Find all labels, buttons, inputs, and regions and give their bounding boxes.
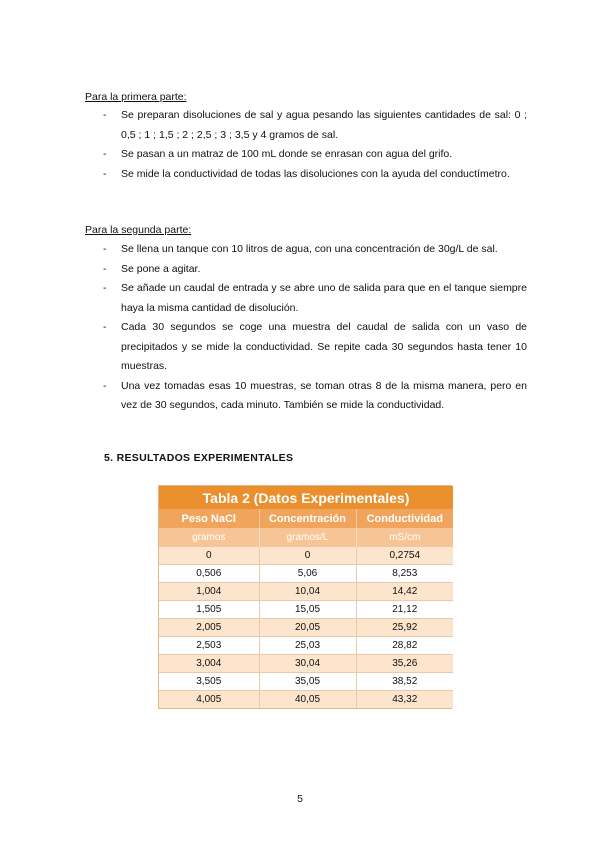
table-cell: 3,505 <box>159 673 259 691</box>
bullet-dash: - <box>103 243 107 255</box>
column-header: Peso NaCl <box>159 509 259 528</box>
bullet-dash: - <box>103 109 107 121</box>
table-cell: 0 <box>159 547 259 565</box>
table-cell: 25,92 <box>356 619 453 637</box>
table-row <box>159 619 453 637</box>
table-cell: 1,004 <box>159 583 259 601</box>
part1-heading: Para la primera parte: <box>85 91 187 103</box>
part2-heading: Para la segunda parte: <box>85 224 192 236</box>
list-item <box>103 279 527 318</box>
list-item <box>103 260 527 280</box>
column-unit: gramos <box>159 528 259 547</box>
table-row <box>159 565 453 583</box>
bullet-dash: - <box>103 379 107 392</box>
table-cell: 35,26 <box>356 655 453 673</box>
list-item-text: Una vez tomadas esas 10 muestras, se toman otras 8 de la misma manera, pero en vez de 30 segundos, cada minuto. También se mide la conductividad. <box>121 379 527 411</box>
table-cell: 0 <box>259 547 356 565</box>
table-header-row <box>159 509 453 528</box>
table-cell: 8,253 <box>356 565 453 583</box>
table-row <box>159 655 453 673</box>
table-row <box>159 601 453 619</box>
column-unit: mS/cm <box>356 528 453 547</box>
table-row <box>159 547 453 565</box>
table-cell: 10,04 <box>259 583 356 601</box>
table-cell: 35,05 <box>259 673 356 691</box>
column-unit: gramos/L <box>259 528 356 547</box>
table-cell: 15,05 <box>259 601 356 619</box>
list-item-text: Cada 30 segundos se coge una muestra del caudal de salida con un vaso de precipitados y se mide la conductividad. Se repite cada 30 segundos hasta tener 10 muestras. <box>121 321 527 372</box>
table-cell: 5,06 <box>259 565 356 583</box>
bullet-dash: - <box>103 282 107 294</box>
list-item <box>103 240 527 260</box>
table-cell: 0,506 <box>159 565 259 583</box>
table-row <box>159 691 453 709</box>
list-item-text: Se pone a agitar. <box>121 262 201 275</box>
table-cell: 0,2754 <box>356 547 453 565</box>
table-cell: 2,005 <box>159 619 259 637</box>
table-title-row <box>159 486 453 509</box>
page-number: 5 <box>297 793 303 805</box>
table-cell: 40,05 <box>259 691 356 709</box>
table-cell: 1,505 <box>159 601 259 619</box>
table-cell: 2,503 <box>159 637 259 655</box>
bullet-dash: - <box>103 167 107 180</box>
list-item-text: Se añade un caudal de entrada y se abre uno de salida para que en el tanque siempre haya la misma cantidad de disolución. <box>121 282 527 314</box>
column-header: Concentración <box>259 509 356 528</box>
list-item-text: Se mide la conductividad de todas las disoluciones con la ayuda del conductímetro. <box>121 167 510 180</box>
table-row <box>159 673 453 691</box>
data-table-container <box>158 485 452 709</box>
table-row <box>159 637 453 655</box>
list-item <box>103 106 527 145</box>
part2-list <box>103 240 527 416</box>
list-item <box>103 377 527 416</box>
list-item <box>103 165 527 185</box>
list-item-text: Se pasan a un matraz de 100 mL donde se enrasan con agua del grifo. <box>121 148 453 160</box>
bullet-dash: - <box>103 262 107 275</box>
table-cell: 4,005 <box>159 691 259 709</box>
experimental-data-table <box>159 486 453 708</box>
table-cell: 43,32 <box>356 691 453 709</box>
bullet-dash: - <box>103 321 107 333</box>
table-title: Tabla 2 (Datos Experimentales) <box>159 486 453 509</box>
table-cell: 25,03 <box>259 637 356 655</box>
bullet-dash: - <box>103 148 107 160</box>
column-header: Conductividad <box>356 509 453 528</box>
table-units-row <box>159 528 453 547</box>
table-cell: 28,82 <box>356 637 453 655</box>
table-cell: 20,05 <box>259 619 356 637</box>
table-cell: 30,04 <box>259 655 356 673</box>
table-cell: 21,12 <box>356 601 453 619</box>
table-cell: 14,42 <box>356 583 453 601</box>
table-row <box>159 583 453 601</box>
list-item <box>103 318 527 377</box>
table-cell: 38,52 <box>356 673 453 691</box>
list-item-text: Se preparan disoluciones de sal y agua pesando las siguientes cantidades de sal: 0 ; 0,5 ; 1 ; 1,5 ; 2 ; 2,5 ; 3 ; 3,5 y 4 gramos de sal. <box>121 109 527 141</box>
part1-list <box>103 106 527 184</box>
table-cell: 3,004 <box>159 655 259 673</box>
table-body <box>159 547 453 709</box>
section-title: 5. RESULTADOS EXPERIMENTALES <box>104 452 294 464</box>
list-item-text: Se llena un tanque con 10 litros de agua, con una concentración de 30g/L de sal. <box>121 243 498 255</box>
list-item <box>103 145 527 165</box>
